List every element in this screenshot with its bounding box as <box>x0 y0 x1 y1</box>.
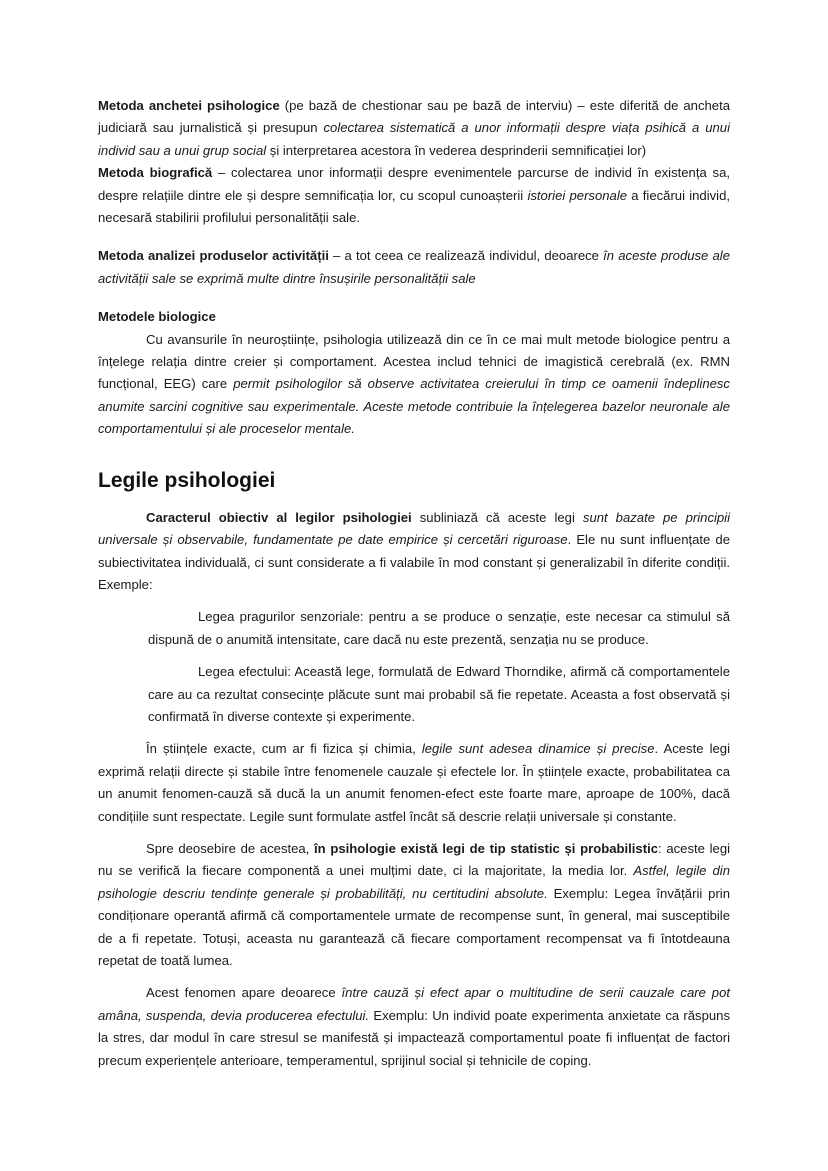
emphasis: în aceste produse ale activității sale se exprimă multe dintre însușirile personalității sale <box>98 248 730 286</box>
text: (pe bază de chestionar sau pe bază de interviu) – este diferită de ancheta judiciară sau jurnalistică și presupun <box>98 98 730 136</box>
text: : aceste legi nu se verifică la fiecare componentă a unei mulțimi date, ci la majoritate, la media lor. <box>98 840 731 879</box>
example-legea-efectului: Legea efectului: Această lege, formulată de Edward Thorndike, afirmă că comportamentele care au ca rezultat consecințe plăcute sunt mai probabil să fie repetate. Aceasta a fost observată și confirmată în diverse contexte și experimente. <box>148 664 730 724</box>
example-legea-pragurilor: Legea pragurilor senzoriale: pentru a se produce o senzație, este necesar ca stimulul să dispună de o anumită intensitate, care dacă nu este prezentă, senzația nu se produce. <box>148 609 730 647</box>
text: În științele exacte, cum ar fi fizica și chimia, <box>146 741 422 757</box>
term-legi-statistice: în psihologie există legi de tip statistic și probabilistic <box>314 840 658 856</box>
text: Acest fenomen apare deoarece <box>146 985 342 1001</box>
text: Cu avansurile în neuroștiințe, psihologia utilizează din ce în ce mai mult metode biologice pentru a înțelege relația dintre creier și comportament. Acestea includ tehnici de imagistică cerebrală (ex. RMN funcțional, EEG) care <box>98 331 730 392</box>
subheading-text: Metodele biologice <box>98 309 216 325</box>
paragraph-metodele-biologice <box>98 329 730 441</box>
paragraph-metoda-biografica <box>98 162 730 229</box>
emphasis: sunt bazate pe principii universale și observabile, fundamentate pe date empirice și cercetări riguroase <box>98 509 731 548</box>
emphasis: permit psihologilor să observe activitatea creierului în timp ce oamenii îndeplinesc anumite sarcini cognitive sau experimentale. Aceste metode contribuie la înțelegerea bazelor neuronale ale comportamentului și ale proceselor mentale. <box>98 376 730 437</box>
text: Exemplu: Un individ poate experimenta anxietate ca răspuns la stres, dar modul în care stresul se manifestă și impactează comportamentul poate fi influențat de factori precum experiențele anterioare, temperamentul, sprijinul social și tehnicile de coping. <box>98 1007 730 1068</box>
paragraph-legi-statistice <box>98 838 730 972</box>
paragraph-metoda-analizei <box>98 245 730 290</box>
text: . Ele nu sunt influențate de subiectivitatea individuală, ci sunt considerate a fi valabile în mod constant și generalizabil în diferite condiții. Exemple: <box>98 532 730 592</box>
text: . Aceste legi exprimă relații directe și stabile între fenomenele cauzale și efectele lor. În științele exacte, probabilitatea ca un anumit fenomen-cauză să ducă la un anumit fenomen-efect este foarte mare, aproape de 100%, dacă condițiile sunt respectate. Legile sunt formulate astfel încât să descrie relații universale și constante. <box>98 741 730 824</box>
paragraph-caracterul-obiectiv <box>98 507 730 597</box>
emphasis: colectarea sistematică a unor informații despre viața psihică a unui individ sau a unui grup social <box>98 120 730 158</box>
paragraph-serii-cauzale <box>98 982 730 1072</box>
text: – a tot ceea ce realizează individul, deoarece <box>328 248 604 264</box>
text: și interpretarea acestora în vederea desprinderii semnificației lor) <box>266 142 647 158</box>
subheading-metodele-biologice <box>98 306 730 328</box>
emphasis: legile sunt adesea dinamice și precise <box>421 741 655 757</box>
text: Exemplu: Legea învățării prin condiționare operantă afirmă că comportamentele urmate de recompense sunt, în general, mai susceptibile de a fi repetate. Totuși, aceasta nu garantează că fiecare comportament recompensat va fi întotdeauna repetat de toată lumea. <box>98 885 730 968</box>
emphasis: Astfel, legile din psihologie descriu tendințe generale și probabilități, nu certitudini absolute. <box>98 863 730 901</box>
term-metoda-biografica: Metoda biografică <box>98 165 213 181</box>
section-heading: Legile psihologiei <box>98 468 276 492</box>
text: – colectarea unor informații despre evenimentele parcurse de individ în existența sa, despre relațiile dintre ele și despre semnificația lor, cu scopul cunoașterii <box>98 165 731 203</box>
paragraph-metoda-anchetei <box>98 95 730 162</box>
emphasis: între cauză și efect apar o multitudine de serii cauzale care pot amâna, suspenda, devia producerea efectului. <box>98 985 731 1023</box>
term-metoda-anchetei: Metoda anchetei psihologice <box>98 98 280 113</box>
term-metoda-analizei: Metoda analizei produselor activității <box>98 248 329 264</box>
text: Spre deosebire de acestea, <box>146 840 315 856</box>
paragraph-stiinte-exacte <box>98 738 730 828</box>
text: a fiecărui individ, necesară stabilirii profilului personalității sale. <box>98 187 730 226</box>
emphasis: istoriei personale <box>527 187 628 203</box>
term-caracterul-obiectiv: Caracterul obiectiv al legilor psihologiei <box>146 509 412 525</box>
text: subliniază că aceste legi <box>411 509 583 525</box>
